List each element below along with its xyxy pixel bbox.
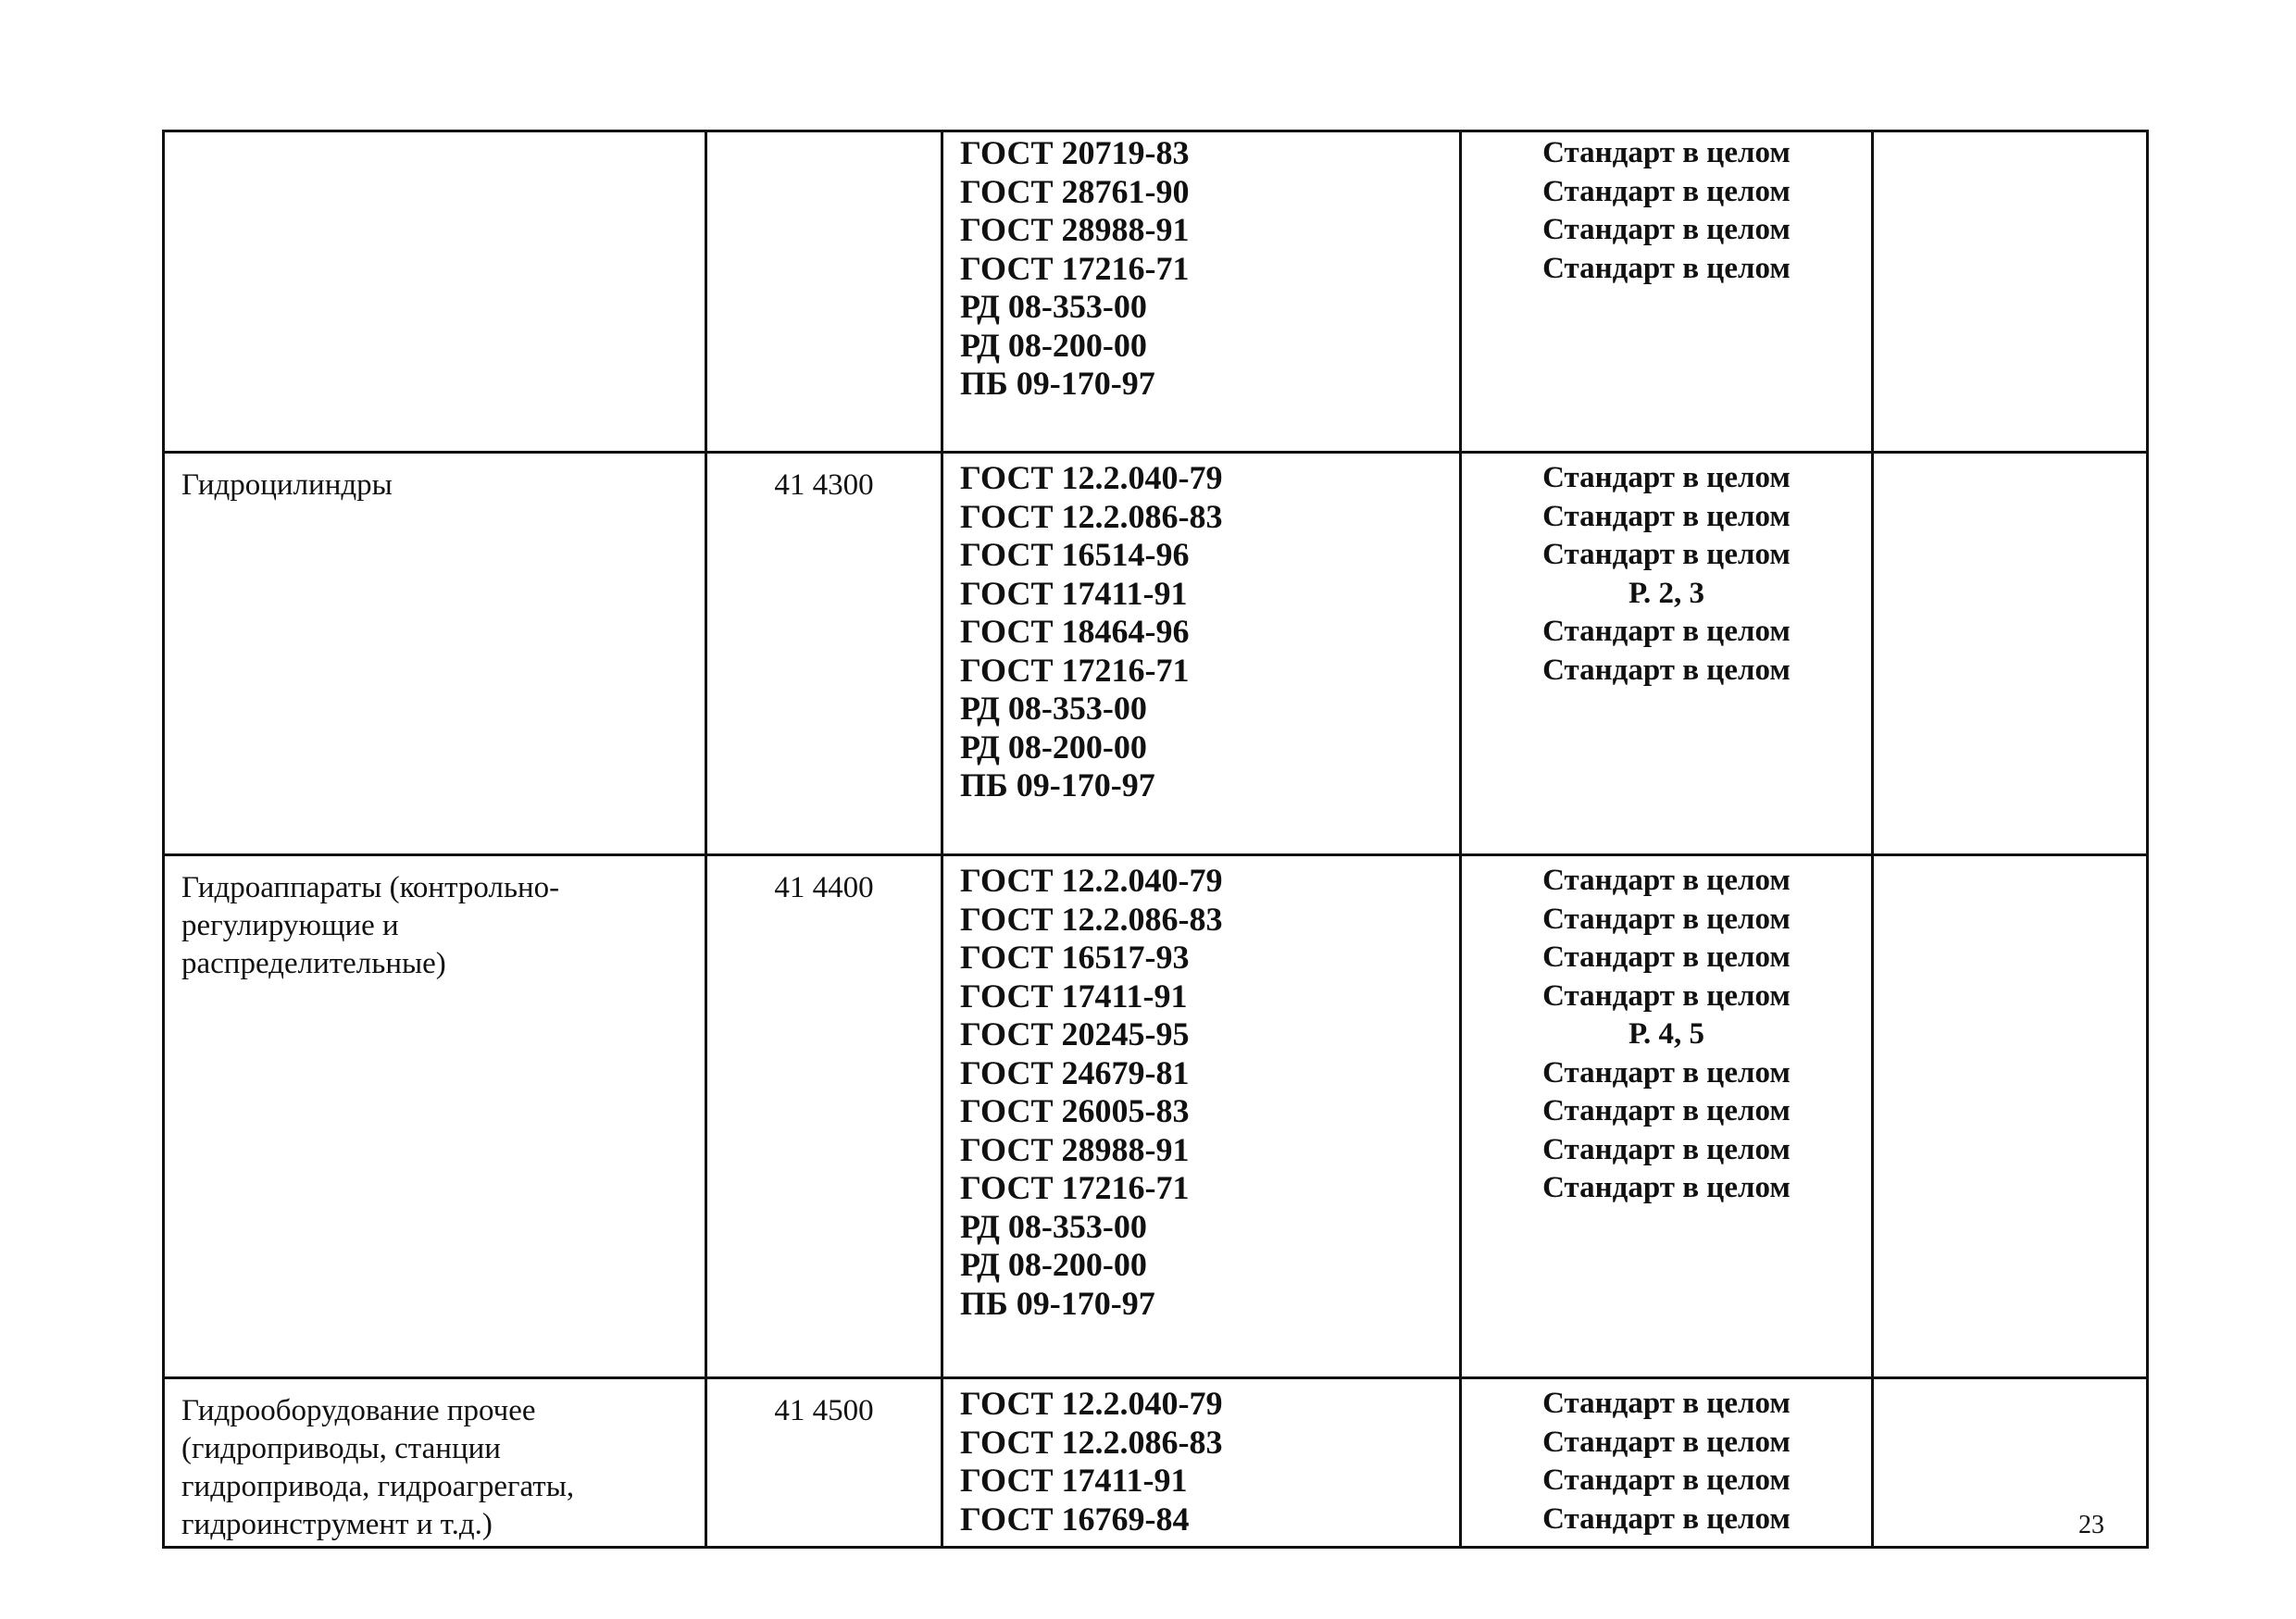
- equipment-name-cell: [164, 453, 706, 855]
- table-row: [164, 855, 2148, 1378]
- doc-line: РД 08-200-00: [960, 1246, 1147, 1283]
- doc-line: ГОСТ 20245-95: [960, 1015, 1190, 1052]
- normative-docs-cell: [942, 855, 1461, 1378]
- name-line: гидроинструмент и т.д.): [181, 1508, 493, 1541]
- name-line: распределительные): [181, 947, 446, 980]
- okp-code-cell: 41 4300: [706, 453, 942, 855]
- scope-notes-cell: [1461, 131, 1873, 453]
- doc-line: ГОСТ 12.2.040-79: [960, 1385, 1223, 1422]
- doc-line: ПБ 09-170-97: [960, 766, 1155, 803]
- empty-cell: [1873, 131, 2148, 453]
- scope-notes-cell: [1461, 453, 1873, 855]
- name-line: Гидроаппараты (контрольно-: [181, 871, 560, 904]
- note-line: Стандарт в целом: [1542, 213, 1791, 246]
- name-line: Гидроцилиндры: [181, 468, 393, 502]
- doc-line: ГОСТ 17411-91: [960, 1462, 1188, 1499]
- note-line: Стандарт в целом: [1542, 1055, 1791, 1090]
- note-line: Стандарт в целом: [1542, 1171, 1791, 1204]
- note-line: Р. 2, 3: [1628, 576, 1705, 610]
- doc-line: ГОСТ 12.2.086-83: [960, 900, 1223, 938]
- table-row: [164, 453, 2148, 855]
- empty-cell: [1873, 855, 2148, 1378]
- table-row: [164, 1378, 2148, 1548]
- doc-line: РД 08-200-00: [960, 728, 1147, 766]
- doc-line: ГОСТ 16514-96: [960, 536, 1190, 573]
- name-line: регулирующие и: [181, 909, 399, 942]
- note-line: Стандарт в целом: [1542, 902, 1791, 936]
- equipment-name-cell: [164, 131, 706, 453]
- okp-code-cell: 41 4400: [706, 855, 942, 1378]
- doc-line: ГОСТ 16517-93: [960, 939, 1190, 976]
- okp-code-cell: [706, 131, 942, 453]
- note-line: Стандарт в целом: [1542, 1132, 1791, 1166]
- note-line: Р. 4, 5: [1628, 1017, 1705, 1051]
- doc-line: ГОСТ 17216-71: [960, 651, 1190, 689]
- doc-line: ГОСТ 16769-84: [960, 1500, 1190, 1538]
- doc-line: ГОСТ 12.2.086-83: [960, 1423, 1223, 1461]
- doc-line: ГОСТ 12.2.040-79: [960, 459, 1223, 496]
- doc-line: ГОСТ 12.2.086-83: [960, 497, 1223, 535]
- scope-notes-cell: [1461, 855, 1873, 1378]
- note-line: Стандарт в целом: [1542, 499, 1791, 533]
- doc-line: ПБ 09-170-97: [960, 1284, 1155, 1322]
- empty-cell: [1873, 1378, 2148, 1548]
- equipment-name-cell: [164, 855, 706, 1378]
- note-line: Стандарт в целом: [1542, 538, 1791, 571]
- note-line: Стандарт в целом: [1542, 864, 1791, 897]
- doc-line: ГОСТ 28988-91: [960, 1130, 1190, 1168]
- note-line: Стандарт в целом: [1542, 1425, 1791, 1459]
- doc-line: РД 08-353-00: [960, 690, 1147, 727]
- scope-notes-cell: [1461, 1378, 1873, 1548]
- name-line: гидропривода, гидроагрегаты,: [181, 1470, 575, 1503]
- normative-docs-cell: [942, 131, 1461, 453]
- page-number: 23: [2078, 1511, 2104, 1539]
- note-line: Стандарт в целом: [1542, 251, 1791, 285]
- note-line: Стандарт в целом: [1542, 940, 1791, 974]
- table-row: [164, 131, 2148, 453]
- note-line: Стандарт в целом: [1542, 1463, 1791, 1497]
- doc-line: ГОСТ 20719-83: [960, 134, 1190, 171]
- doc-line: РД 08-353-00: [960, 1207, 1147, 1245]
- note-line: Стандарт в целом: [1542, 174, 1791, 208]
- doc-line: ГОСТ 26005-83: [960, 1092, 1190, 1129]
- doc-line: ГОСТ 18464-96: [960, 613, 1190, 650]
- note-line: Стандарт в целом: [1542, 136, 1791, 169]
- name-line: Гидрооборудование прочее: [181, 1394, 536, 1427]
- note-line: Стандарт в целом: [1542, 461, 1791, 494]
- normative-docs-cell: [942, 453, 1461, 855]
- doc-line: ГОСТ 24679-81: [960, 1053, 1190, 1091]
- note-line: Стандарт в целом: [1542, 1501, 1791, 1536]
- equipment-name-cell: [164, 1378, 706, 1548]
- note-line: Стандарт в целом: [1542, 1094, 1791, 1127]
- doc-line: РД 08-200-00: [960, 326, 1147, 364]
- doc-line: ГОСТ 28988-91: [960, 211, 1190, 248]
- standards-table: [162, 130, 2149, 1549]
- doc-line: ГОСТ 17411-91: [960, 574, 1188, 612]
- empty-cell: [1873, 453, 2148, 855]
- note-line: Стандарт в целом: [1542, 615, 1791, 648]
- doc-line: РД 08-353-00: [960, 288, 1147, 325]
- normative-docs-cell: [942, 1378, 1461, 1548]
- doc-line: ГОСТ 17216-71: [960, 1169, 1190, 1206]
- note-line: Стандарт в целом: [1542, 1387, 1791, 1420]
- doc-line: ГОСТ 17216-71: [960, 249, 1190, 287]
- doc-line: ГОСТ 12.2.040-79: [960, 862, 1223, 899]
- doc-line: ГОСТ 17411-91: [960, 977, 1188, 1015]
- name-line: (гидроприводы, станции: [181, 1432, 501, 1465]
- okp-code-cell: 41 4500: [706, 1378, 942, 1548]
- note-line: Стандарт в целом: [1542, 978, 1791, 1013]
- doc-line: ПБ 09-170-97: [960, 365, 1155, 402]
- doc-line: ГОСТ 28761-90: [960, 172, 1190, 210]
- note-line: Стандарт в целом: [1542, 653, 1791, 687]
